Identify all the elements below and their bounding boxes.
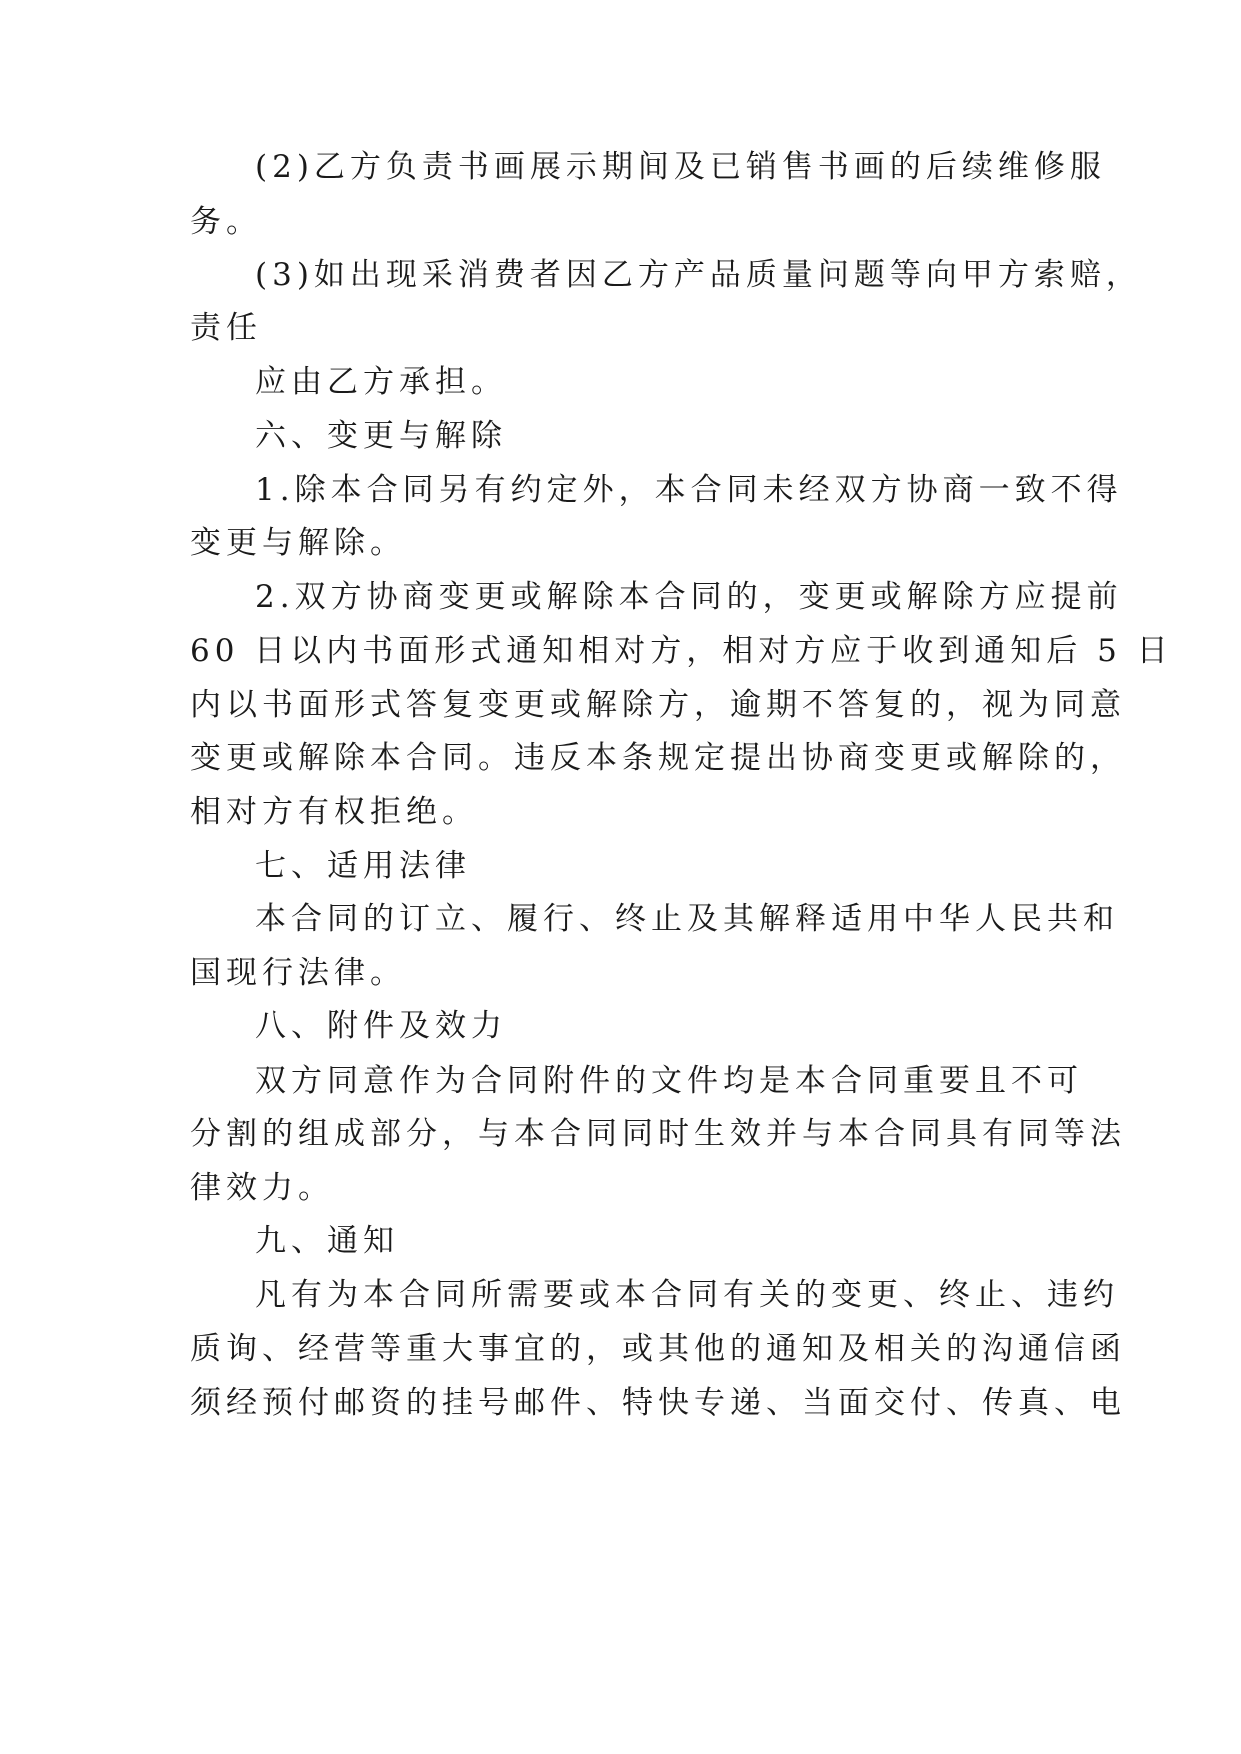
text-line: 2.双方协商变更或解除本合同的，变更或解除方应提前: [255, 579, 1123, 615]
text-line: 须经预付邮资的挂号邮件、特快专递、当面交付、传真、电: [190, 1385, 1126, 1421]
text-line: 应由乙方承担。: [255, 364, 507, 400]
text-line: 质询、经营等重大事宜的，或其他的通知及相关的沟通信函: [190, 1331, 1126, 1367]
text-line: (2)乙方负责书画展示期间及已销售书画的后续维修服: [255, 149, 1106, 185]
text-line: 务。: [190, 204, 262, 240]
text-line: 变更与解除。: [190, 525, 406, 561]
section-heading: 六、变更与解除: [255, 418, 507, 454]
text-line: 律效力。: [190, 1170, 334, 1206]
text-line: 变更或解除本合同。违反本条规定提出协商变更或解除的，: [190, 740, 1126, 776]
text-line: 国现行法律。: [190, 955, 406, 991]
text-line: 本合同的订立、履行、终止及其解释适用中华人民共和: [255, 901, 1119, 937]
text-line: 双方同意作为合同附件的文件均是本合同重要且不可: [255, 1063, 1083, 1099]
section-heading: 九、通知: [255, 1223, 399, 1259]
text-line: 内以书面形式答复变更或解除方，逾期不答复的，视为同意: [190, 687, 1126, 723]
section-heading: 七、适用法律: [255, 848, 471, 884]
text-line: 1.除本合同另有约定外，本合同未经双方协商一致不得: [255, 472, 1123, 508]
text-line: 凡有为本合同所需要或本合同有关的变更、终止、违约: [255, 1277, 1119, 1313]
text-line: 分割的组成部分，与本合同同时生效并与本合同具有同等法: [190, 1116, 1126, 1152]
text-line: 60 日以内书面形式通知相对方，相对方应于收到通知后 5 日: [190, 633, 1173, 669]
text-line: 相对方有权拒绝。: [190, 794, 478, 830]
text-line: 责任: [190, 310, 262, 346]
section-heading: 八、附件及效力: [255, 1008, 507, 1044]
text-line: (3)如出现采消费者因乙方产品质量问题等向甲方索赔，: [255, 257, 1142, 293]
